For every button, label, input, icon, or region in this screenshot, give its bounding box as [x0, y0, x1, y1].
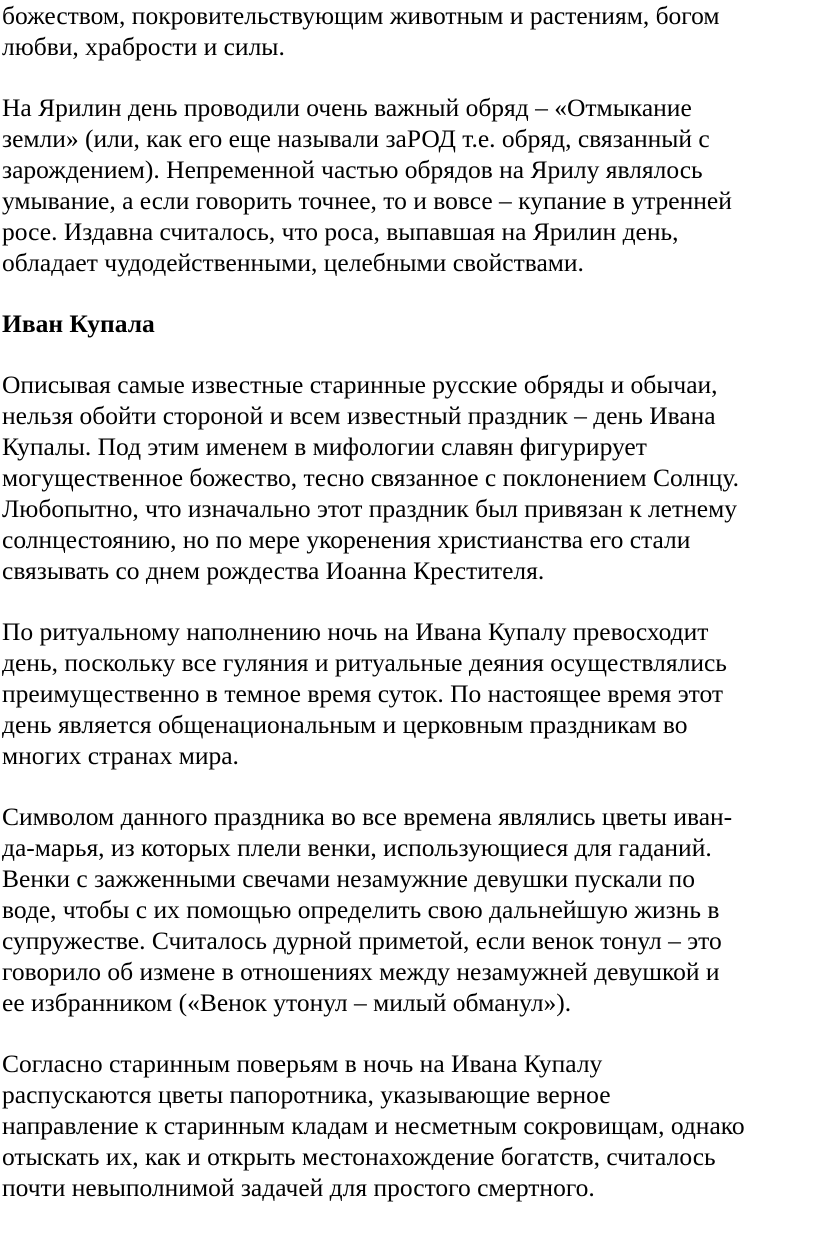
paragraph-2	[2, 92, 814, 278]
text-line: божеством, покровительствующим животным и растениям, богом	[2, 1, 720, 30]
paragraph-spacer	[2, 1018, 814, 1048]
text-line: день является общенациональным и церковным праздникам во	[2, 710, 688, 739]
text-line: Венки с зажженными свечами незамужние девушки пускали по	[2, 864, 695, 893]
text-line: Любопытно, что изначально этот праздник был привязан к летнему	[2, 494, 737, 523]
text-line: день, поскольку все гуляния и ритуальные деяния осуществлялись	[2, 648, 727, 677]
text-line: земли» (или, как его еще называли заРОД т.е. обряд, связанный с	[2, 124, 710, 153]
text-line: любви, храбрости и силы.	[2, 32, 285, 61]
text-line: распускаются цветы папоротника, указывающие верное	[2, 1080, 611, 1109]
text-line: воде, чтобы с их помощью определить свою дальнейшую жизнь в	[2, 895, 720, 924]
text-line: отыскать их, как и открыть местонахождение богатств, считалось	[2, 1142, 716, 1171]
paragraph-spacer	[2, 339, 814, 369]
heading-text: Иван Купала	[2, 309, 155, 338]
paragraph-spacer	[2, 586, 814, 616]
text-line: супружестве. Считалось дурной приметой, если венок тонул – это	[2, 926, 722, 955]
paragraph-3	[2, 369, 814, 586]
text-line: росе. Издавна считалось, что роса, выпавшая на Ярилин день,	[2, 217, 679, 246]
text-line: нельзя обойти стороной и всем известный праздник – день Ивана	[2, 401, 716, 430]
text-line: солнцестоянию, но по мере укоренения христианства его стали	[2, 525, 691, 554]
paragraph-5	[2, 801, 814, 1018]
text-line: многих странах мира.	[2, 741, 239, 770]
paragraph-4	[2, 616, 814, 771]
text-line: могущественное божество, тесно связанное с поклонением Солнцу.	[2, 463, 739, 492]
paragraph-spacer	[2, 278, 814, 308]
text-line: связывать со днем рождества Иоанна Крестителя.	[2, 556, 545, 585]
text-line: умывание, а если говорить точнее, то и вовсе – купание в утренней	[2, 186, 732, 215]
paragraph-spacer	[2, 771, 814, 801]
text-line: обладает чудодейственными, целебными свойствами.	[2, 248, 584, 277]
text-line: По ритуальному наполнению ночь на Ивана Купалу превосходит	[2, 617, 709, 646]
text-line: зарождением). Непременной частью обрядов на Ярилу являлось	[2, 155, 703, 184]
text-line: Согласно старинным поверьям в ночь на Ивана Купалу	[2, 1049, 603, 1078]
text-line: Символом данного праздника во все времена являлись цветы иван-	[2, 802, 733, 831]
text-line: говорило об измене в отношениях между незамужней девушкой и	[2, 957, 720, 986]
text-line: Описывая самые известные старинные русские обряды и обычаи,	[2, 370, 718, 399]
paragraph-spacer	[2, 62, 814, 92]
text-line: Купалы. Под этим именем в мифологии славян фигурирует	[2, 432, 647, 461]
paragraph-6	[2, 1048, 814, 1203]
paragraph-1	[2, 0, 814, 62]
text-line: На Ярилин день проводили очень важный обряд – «Отмыкание	[2, 93, 692, 122]
text-line: ее избранником («Венок утонул – милый обманул»).	[2, 988, 572, 1017]
text-line: да-марья, из которых плели венки, использующиеся для гаданий.	[2, 833, 712, 862]
text-line: направление к старинным кладам и несметным сокровищам, однако	[2, 1111, 745, 1140]
document-page	[2, 0, 814, 1203]
text-line: преимущественно в темное время суток. По настоящее время этот	[2, 679, 724, 708]
section-heading	[2, 308, 814, 339]
text-line: почти невыполнимой задачей для простого смертного.	[2, 1173, 595, 1202]
